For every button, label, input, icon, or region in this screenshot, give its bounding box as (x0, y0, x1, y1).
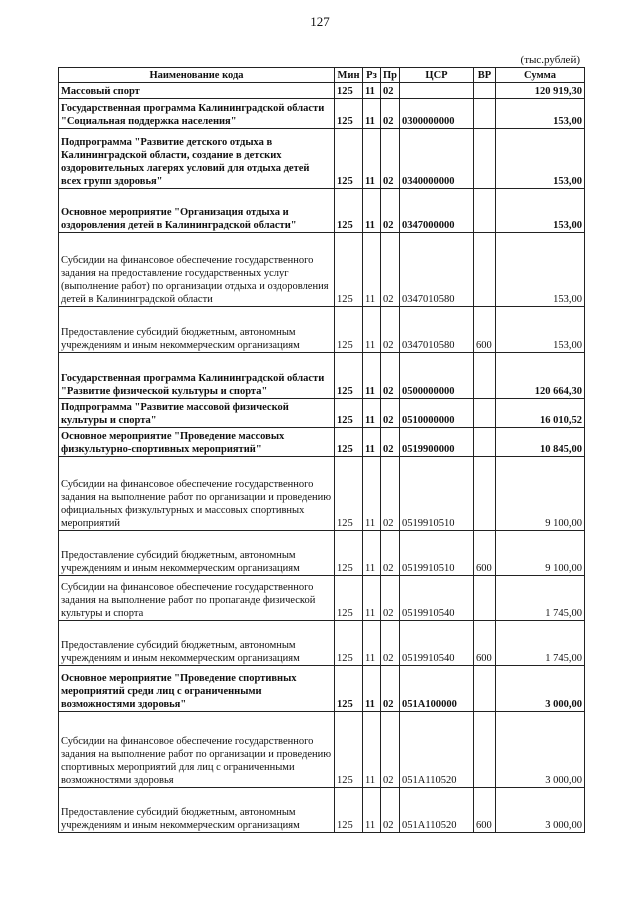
cell-rz: 11 (363, 666, 381, 712)
cell-vr (474, 399, 496, 428)
header-csr: ЦСР (400, 68, 474, 83)
cell-vr: 600 (474, 788, 496, 833)
cell-pr: 02 (381, 99, 400, 129)
cell-min: 125 (335, 83, 363, 99)
cell-min: 125 (335, 129, 363, 189)
table-row (59, 189, 585, 233)
cell-name: Подпрограмма "Развитие массовой физической культуры и спорта" (59, 399, 335, 428)
table-row (59, 233, 585, 307)
cell-name: Государственная программа Калининградской области "Развитие физической культуры и спорта" (59, 353, 335, 399)
table-row (59, 788, 585, 833)
cell-rz: 11 (363, 99, 381, 129)
cell-name: Субсидии на финансовое обеспечение государственного задания на предоставление государственных услуг (выполнение работ) по организации отдыха и оздоровления детей в Калининградской области (59, 233, 335, 307)
cell-name: Массовый спорт (59, 83, 335, 99)
cell-pr: 02 (381, 83, 400, 99)
cell-pr: 02 (381, 129, 400, 189)
cell-name: Субсидии на финансовое обеспечение государственного задания на выполнение работ по пропаганде физической культуры и спорта (59, 576, 335, 621)
header-sum: Сумма (496, 68, 585, 83)
budget-table (58, 67, 585, 833)
cell-name: Субсидии на финансовое обеспечение государственного задания на выполнение работ по организации и проведению официальных физкультурных и массовых спортивных мероприятий (59, 457, 335, 531)
cell-vr (474, 83, 496, 99)
cell-min: 125 (335, 353, 363, 399)
table-row (59, 457, 585, 531)
cell-vr (474, 428, 496, 457)
cell-pr: 02 (381, 621, 400, 666)
cell-vr: 600 (474, 621, 496, 666)
cell-sum: 10 845,00 (496, 428, 585, 457)
cell-name: Основное мероприятие "Организация отдыха и оздоровления детей в Калининградской области" (59, 189, 335, 233)
table-row (59, 129, 585, 189)
cell-sum: 153,00 (496, 99, 585, 129)
cell-pr: 02 (381, 428, 400, 457)
header-vr: ВР (474, 68, 496, 83)
cell-vr (474, 353, 496, 399)
cell-sum: 9 100,00 (496, 531, 585, 576)
cell-rz: 11 (363, 129, 381, 189)
cell-rz: 11 (363, 233, 381, 307)
cell-pr: 02 (381, 531, 400, 576)
table-row (59, 307, 585, 353)
cell-rz: 11 (363, 531, 381, 576)
cell-rz: 11 (363, 399, 381, 428)
cell-csr: 0519910510 (400, 531, 474, 576)
cell-rz: 11 (363, 457, 381, 531)
cell-rz: 11 (363, 576, 381, 621)
cell-vr: 600 (474, 307, 496, 353)
table-row (59, 621, 585, 666)
cell-sum: 1 745,00 (496, 621, 585, 666)
cell-csr: 0300000000 (400, 99, 474, 129)
cell-pr: 02 (381, 353, 400, 399)
cell-pr: 02 (381, 576, 400, 621)
cell-csr: 0510000000 (400, 399, 474, 428)
cell-min: 125 (335, 712, 363, 788)
table-row (59, 428, 585, 457)
cell-pr: 02 (381, 399, 400, 428)
table-row (59, 99, 585, 129)
cell-min: 125 (335, 399, 363, 428)
cell-sum: 153,00 (496, 189, 585, 233)
table-row (59, 666, 585, 712)
table-row (59, 576, 585, 621)
cell-min: 125 (335, 233, 363, 307)
cell-vr (474, 576, 496, 621)
cell-vr (474, 129, 496, 189)
cell-sum: 3 000,00 (496, 788, 585, 833)
cell-pr: 02 (381, 307, 400, 353)
cell-rz: 11 (363, 788, 381, 833)
header-min: Мин (335, 68, 363, 83)
cell-csr (400, 83, 474, 99)
cell-min: 125 (335, 307, 363, 353)
cell-csr: 0519910540 (400, 621, 474, 666)
cell-vr (474, 666, 496, 712)
cell-rz: 11 (363, 712, 381, 788)
cell-name: Субсидии на финансовое обеспечение государственного задания на выполнение работ по организации и проведению спортивных мероприятий для лиц с ограниченными возможностями здоровья (59, 712, 335, 788)
cell-csr: 0519910540 (400, 576, 474, 621)
cell-csr: 051А110520 (400, 788, 474, 833)
cell-sum: 1 745,00 (496, 576, 585, 621)
header-name: Наименование кода (59, 68, 335, 83)
page-number: 127 (310, 14, 330, 29)
cell-sum: 153,00 (496, 233, 585, 307)
cell-min: 125 (335, 576, 363, 621)
cell-sum: 120 919,30 (496, 83, 585, 99)
cell-sum: 153,00 (496, 129, 585, 189)
cell-sum: 153,00 (496, 307, 585, 353)
cell-csr: 0347000000 (400, 189, 474, 233)
table-row (59, 712, 585, 788)
cell-vr (474, 189, 496, 233)
cell-rz: 11 (363, 189, 381, 233)
cell-pr: 02 (381, 788, 400, 833)
cell-min: 125 (335, 531, 363, 576)
cell-pr: 02 (381, 457, 400, 531)
cell-min: 125 (335, 666, 363, 712)
cell-sum: 120 664,30 (496, 353, 585, 399)
cell-min: 125 (335, 428, 363, 457)
cell-sum: 3 000,00 (496, 712, 585, 788)
table-row (59, 83, 585, 99)
cell-name: Предоставление субсидий бюджетным, автономным учреждениям и иным некоммерческим организациям (59, 788, 335, 833)
table-body (59, 83, 585, 833)
cell-vr (474, 457, 496, 531)
cell-rz: 11 (363, 621, 381, 666)
cell-vr: 600 (474, 531, 496, 576)
cell-csr: 0519900000 (400, 428, 474, 457)
cell-pr: 02 (381, 189, 400, 233)
header-pr: Пр (381, 68, 400, 83)
cell-min: 125 (335, 99, 363, 129)
cell-csr: 0347010580 (400, 233, 474, 307)
cell-pr: 02 (381, 233, 400, 307)
cell-name: Основное мероприятие "Проведение массовых физкультурно-спортивных мероприятий" (59, 428, 335, 457)
cell-sum: 16 010,52 (496, 399, 585, 428)
cell-pr: 02 (381, 666, 400, 712)
cell-min: 125 (335, 189, 363, 233)
cell-pr: 02 (381, 712, 400, 788)
cell-csr: 0347010580 (400, 307, 474, 353)
table-row (59, 531, 585, 576)
cell-csr: 051А100000 (400, 666, 474, 712)
cell-name: Основное мероприятие "Проведение спортивных мероприятий среди лиц с ограниченными возможностями здоровья" (59, 666, 335, 712)
table-row (59, 399, 585, 428)
cell-vr (474, 99, 496, 129)
cell-csr: 0519910510 (400, 457, 474, 531)
cell-min: 125 (335, 788, 363, 833)
cell-name: Предоставление субсидий бюджетным, автономным учреждениям и иным некоммерческим организациям (59, 531, 335, 576)
header-rz: Рз (363, 68, 381, 83)
cell-sum: 9 100,00 (496, 457, 585, 531)
table-header-row (59, 68, 585, 83)
cell-rz: 11 (363, 353, 381, 399)
cell-rz: 11 (363, 428, 381, 457)
cell-name: Предоставление субсидий бюджетным, автономным учреждениям и иным некоммерческим организациям (59, 307, 335, 353)
cell-vr (474, 712, 496, 788)
cell-rz: 11 (363, 83, 381, 99)
cell-vr (474, 233, 496, 307)
cell-min: 125 (335, 457, 363, 531)
cell-csr: 051А110520 (400, 712, 474, 788)
cell-name: Предоставление субсидий бюджетным, автономным учреждениям и иным некоммерческим организациям (59, 621, 335, 666)
cell-min: 125 (335, 621, 363, 666)
cell-name: Государственная программа Калининградской области "Социальная поддержка населения" (59, 99, 335, 129)
cell-sum: 3 000,00 (496, 666, 585, 712)
cell-name: Подпрограмма "Развитие детского отдыха в Калининградской области, создание в детских оздоровительных лагерях условий для отдыха детей всех групп здоровья" (59, 129, 335, 189)
cell-csr: 0340000000 (400, 129, 474, 189)
table-row (59, 353, 585, 399)
units-label: (тыс.рублей) (520, 54, 580, 66)
cell-csr: 0500000000 (400, 353, 474, 399)
cell-rz: 11 (363, 307, 381, 353)
